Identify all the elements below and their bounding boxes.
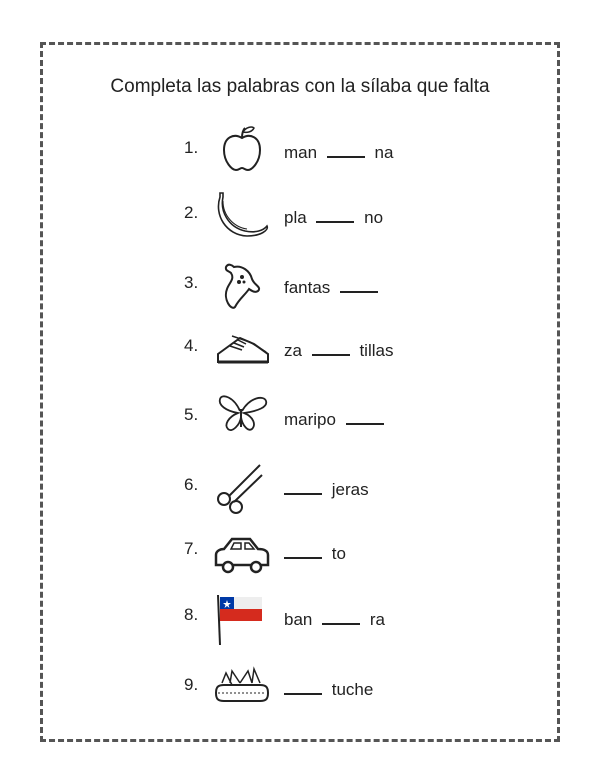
word-prefix: fantas xyxy=(284,278,331,297)
answer-blank[interactable] xyxy=(340,277,378,293)
word-prefix: ban xyxy=(284,610,313,629)
word-suffix: jeras xyxy=(331,480,369,499)
item-number: 4. xyxy=(184,336,199,355)
car-icon xyxy=(212,523,272,579)
item-number: 6. xyxy=(184,475,199,494)
scissors-icon xyxy=(212,459,272,515)
item-number: 7. xyxy=(184,539,199,558)
sneakers-icon xyxy=(212,320,272,376)
incomplete-word xyxy=(284,479,369,500)
word-suffix: na xyxy=(374,143,394,162)
exercise-item xyxy=(0,257,600,317)
word-suffix: tuche xyxy=(331,680,374,699)
answer-blank[interactable] xyxy=(284,479,322,495)
word-prefix: maripo xyxy=(284,410,336,429)
banana-icon xyxy=(212,187,272,243)
apple-icon xyxy=(212,122,272,178)
answer-blank[interactable] xyxy=(284,679,322,695)
exercise-item xyxy=(0,523,600,583)
word-prefix: pla xyxy=(284,208,307,227)
incomplete-word xyxy=(284,277,383,298)
exercise-item xyxy=(0,459,600,519)
exercise-item xyxy=(0,659,600,719)
incomplete-word xyxy=(284,409,389,430)
butterfly-icon xyxy=(212,389,272,445)
exercise-item xyxy=(0,389,600,449)
ghost-icon xyxy=(212,257,272,313)
item-number: 9. xyxy=(184,675,199,694)
incomplete-word xyxy=(284,142,393,163)
incomplete-word xyxy=(284,207,383,228)
incomplete-word xyxy=(284,609,385,630)
incomplete-word xyxy=(284,543,346,564)
word-suffix: to xyxy=(331,544,346,563)
word-suffix: no xyxy=(364,208,384,227)
chile-flag-icon xyxy=(212,589,272,645)
exercise-item xyxy=(0,589,600,649)
word-suffix: tillas xyxy=(359,341,394,360)
exercise-item xyxy=(0,122,600,182)
item-number: 1. xyxy=(184,138,199,157)
item-number: 8. xyxy=(184,605,199,624)
answer-blank[interactable] xyxy=(346,409,384,425)
item-number: 5. xyxy=(184,405,199,424)
incomplete-word xyxy=(284,679,373,700)
incomplete-word xyxy=(284,340,393,361)
exercise-item xyxy=(0,187,600,247)
answer-blank[interactable] xyxy=(316,207,354,223)
answer-blank[interactable] xyxy=(322,609,360,625)
answer-blank[interactable] xyxy=(327,142,365,158)
item-number: 2. xyxy=(184,203,199,222)
word-suffix: ra xyxy=(369,610,385,629)
exercise-item xyxy=(0,320,600,380)
pencil-case-icon xyxy=(212,659,272,715)
worksheet-title: Completa las palabras con la sílaba que falta xyxy=(110,76,490,97)
word-prefix: za xyxy=(284,341,302,360)
word-prefix: man xyxy=(284,143,318,162)
item-number: 3. xyxy=(184,273,199,292)
answer-blank[interactable] xyxy=(312,340,350,356)
answer-blank[interactable] xyxy=(284,543,322,559)
